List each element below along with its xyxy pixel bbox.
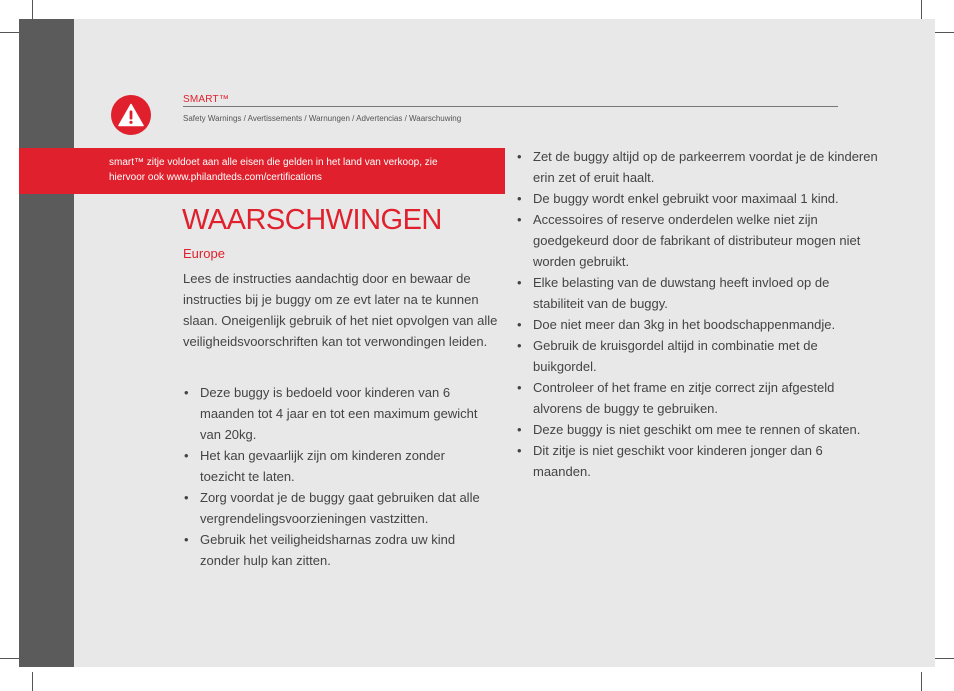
list-item: • Doe niet meer dan 3kg in het boodschappenmandje. bbox=[516, 314, 878, 335]
list-item: • Zorg voordat je de buggy gaat gebruiken dat alle vergrendelingsvoorzieningen vastzitten. bbox=[183, 487, 483, 529]
banner-line: hiervoor ook www.philandteds.com/certifications bbox=[109, 172, 322, 183]
crop-mark bbox=[32, 0, 33, 19]
crop-mark bbox=[935, 32, 954, 33]
page-spine bbox=[19, 19, 74, 667]
list-item: • Dit zitje is niet geschikt voor kinderen jonger dan 6 maanden. bbox=[516, 440, 878, 482]
crop-mark bbox=[921, 0, 922, 19]
page-title: WAARSCHWINGEN bbox=[182, 204, 442, 236]
crop-mark bbox=[0, 32, 19, 33]
banner-line: smart™ zitje voldoet aan alle eisen die gelden in het land van verkoop, zie bbox=[109, 157, 438, 168]
list-item: • Accessoires of reserve onderdelen welke niet zijn goedgekeurd door de fabrikant of distributeur mogen niet worden gebruikt. bbox=[516, 209, 878, 272]
warning-list-right bbox=[516, 146, 878, 482]
list-item: • Controleer of het frame en zitje correct zijn afgesteld alvorens de buggy te gebruiken. bbox=[516, 377, 878, 419]
list-item: • Gebruik het veiligheidsharnas zodra uw kind zonder hulp kan zitten. bbox=[183, 529, 483, 571]
list-item: • Deze buggy is niet geschikt om mee te rennen of skaten. bbox=[516, 419, 878, 440]
header-divider bbox=[183, 106, 838, 107]
header-subtitle: Safety Warnings / Avertissements / Warnungen / Advertencias / Waarschuwing bbox=[183, 114, 462, 123]
crop-mark bbox=[32, 672, 33, 691]
list-item: • Elke belasting van de duwstang heeft invloed op de stabiliteit van de buggy. bbox=[516, 272, 878, 314]
brand-title: SMART™ bbox=[183, 94, 230, 105]
intro-paragraph: Lees de instructies aandachtig door en bewaar de instructies bij je buggy om ze evt later na te kunnen slaan. Oneigenlijk gebruik of het niet opvolgen van alle veiligheidsvoorschriften kan tot verwondingen leiden. bbox=[183, 271, 498, 349]
warning-triangle-icon bbox=[111, 95, 151, 135]
crop-mark bbox=[0, 658, 19, 659]
crop-mark bbox=[935, 658, 954, 659]
list-item: • Zet de buggy altijd op de parkeerrem voordat je de kinderen erin zet of eruit haalt. bbox=[516, 146, 878, 188]
list-item: • Het kan gevaarlijk zijn om kinderen zonder toezicht te laten. bbox=[183, 445, 483, 487]
list-item: • De buggy wordt enkel gebruikt voor maximaal 1 kind. bbox=[516, 188, 878, 209]
list-item: • Deze buggy is bedoeld voor kinderen van 6 maanden tot 4 jaar en tot een maximum gewicht van 20kg. bbox=[183, 382, 483, 445]
region-label: Europe bbox=[183, 246, 225, 261]
warning-list-left bbox=[183, 382, 483, 571]
list-item: • Gebruik de kruisgordel altijd in combinatie met de buikgordel. bbox=[516, 335, 878, 377]
crop-mark bbox=[921, 672, 922, 691]
certification-banner bbox=[19, 148, 505, 194]
